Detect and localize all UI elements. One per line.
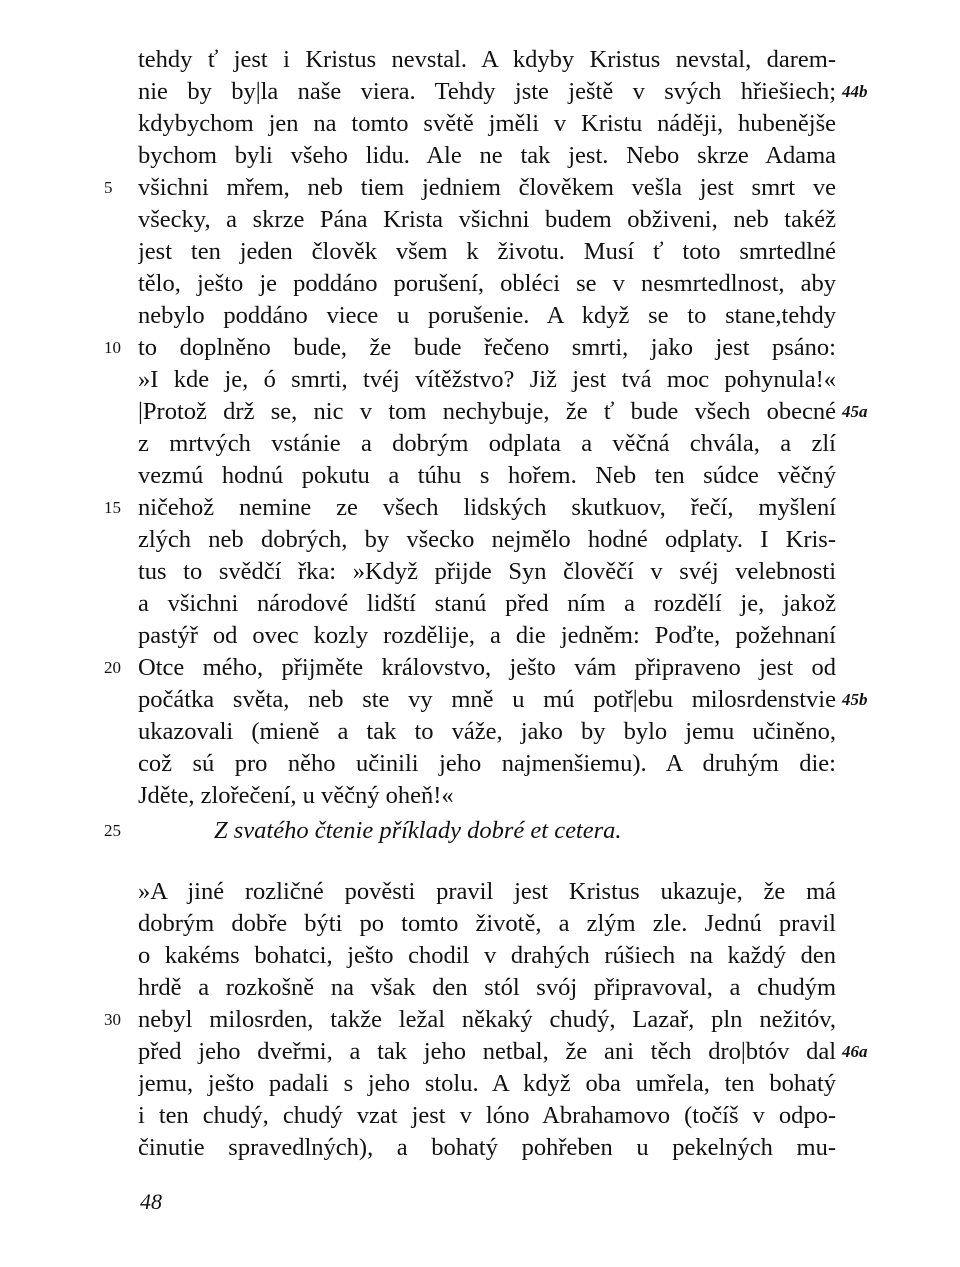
text-line: kdybychom jen na tomto světě jměli v Kristu náději, hubenějše bbox=[138, 110, 836, 137]
text-line: nebyl milosrden, takže ležal někaký chudý, Lazař, pln nežitóv, bbox=[138, 1006, 836, 1033]
text-line: nebylo poddáno viece u porušenie. A když se to stane,tehdy bbox=[138, 302, 836, 329]
line-number: 20 bbox=[104, 658, 121, 677]
text-line: počátka světa, neb ste vy mně u mú potř|ebu milosrdenstvie bbox=[138, 686, 836, 713]
text-line: »A jiné rozličné pověsti pravil jest Kristus ukazuje, že má bbox=[138, 878, 836, 905]
line-number: 10 bbox=[104, 338, 121, 357]
text-line: zlých neb dobrých, by všecko nejmělo hodné odplaty. I Kris- bbox=[138, 526, 836, 553]
margin-note: 45b bbox=[842, 690, 868, 709]
text-line: ukazovali (mieně a tak to váže, jako by bylo jemu učiněno, bbox=[138, 718, 836, 745]
text-line: Otce mého, přijměte královstvo, ješto vám připraveno jest od bbox=[138, 654, 836, 681]
text-line: jest ten jeden člověk všem k životu. Musí ť toto smrtedlné bbox=[138, 238, 836, 265]
text-line: tus to svědčí řka: »Když přijde Syn člověčí v svéj velebnosti bbox=[138, 558, 836, 585]
text-line: před jeho dveřmi, a tak jeho netbal, že ani těch dro|btóv dal bbox=[138, 1038, 836, 1065]
line-number: 25 bbox=[104, 821, 121, 840]
text-line: to doplněno bude, že bude řečeno smrti, jako jest psáno: bbox=[138, 334, 836, 361]
margin-note: 45a bbox=[842, 402, 868, 421]
text-line: ničehož nemine ze všech lidských skutkuov, řečí, myšlení bbox=[138, 494, 836, 521]
text-line: |Protož drž se, nic v tom nechybuje, že ť bude všech obecné bbox=[138, 398, 836, 425]
margin-note: 46a bbox=[842, 1042, 868, 1061]
line-number: 30 bbox=[104, 1010, 121, 1029]
text-line: i ten chudý, chudý vzat jest v lóno Abrahamovo (točíš v odpo- bbox=[138, 1102, 836, 1129]
text-line: z mrtvých vstánie a dobrým odplata a věčná chvála, a zlí bbox=[138, 430, 836, 457]
text-line: dobrým dobře býti po tomto životě, a zlým zle. Jednú pravil bbox=[138, 910, 836, 937]
text-line: Jděte, zlořečení, u věčný oheň!« bbox=[138, 782, 454, 809]
text-line: všecky, a skrze Pána Krista všichni budem obživeni, neb takéž bbox=[138, 206, 836, 233]
line-number: 15 bbox=[104, 498, 121, 517]
margin-note: 44b bbox=[842, 82, 868, 101]
text-line: vezmú hodnú pokutu a túhu s hořem. Neb ten súdce věčný bbox=[138, 462, 836, 489]
text-line: jemu, ješto padali s jeho stolu. A když oba umřela, ten bohatý bbox=[138, 1070, 836, 1097]
text-line: »I kde je, ó smrti, tvéj vítěžstvo? Již jest tvá moc pohynula!« bbox=[138, 366, 836, 393]
text-line: tehdy ť jest i Kristus nevstal. A kdyby Kristus nevstal, darem- bbox=[138, 46, 836, 73]
page-number: 48 bbox=[140, 1189, 162, 1214]
text-line: o kakéms bohatci, ješto chodil v drahých rúšiech na každý den bbox=[138, 942, 836, 969]
text-line: tělo, ješto je poddáno porušení, obléci se v nesmrtedlnost, aby bbox=[138, 270, 836, 297]
text-line: hrdě a rozkošně na však den stól svój připravoval, a chudým bbox=[138, 974, 836, 1001]
text-line: bychom byli všeho lidu. Ale ne tak jest. Nebo skrze Adama bbox=[138, 142, 836, 169]
line-number: 5 bbox=[104, 178, 113, 197]
text-line: činutie spravedlných), a bohatý pohřeben u pekelných mu- bbox=[138, 1134, 836, 1161]
section-heading: Z svatého čtenie příklady dobré et cetera. bbox=[214, 817, 622, 844]
text-line: nie by by|la naše viera. Tehdy jste ještě v svých hřiešiech; bbox=[138, 78, 836, 105]
text-line: a všichni národové lidští stanú před ním a rozdělí je, jakož bbox=[138, 590, 836, 617]
text-line: pastýř od ovec kozly rozdělije, a die jedněm: Poďte, požehnaní bbox=[138, 622, 836, 649]
text-line: všichni mřem, neb tiem jedniem člověkem vešla jest smrt ve bbox=[138, 174, 836, 201]
text-line: což sú pro něho učinili jeho najmenšiemu). A druhým die: bbox=[138, 750, 836, 777]
